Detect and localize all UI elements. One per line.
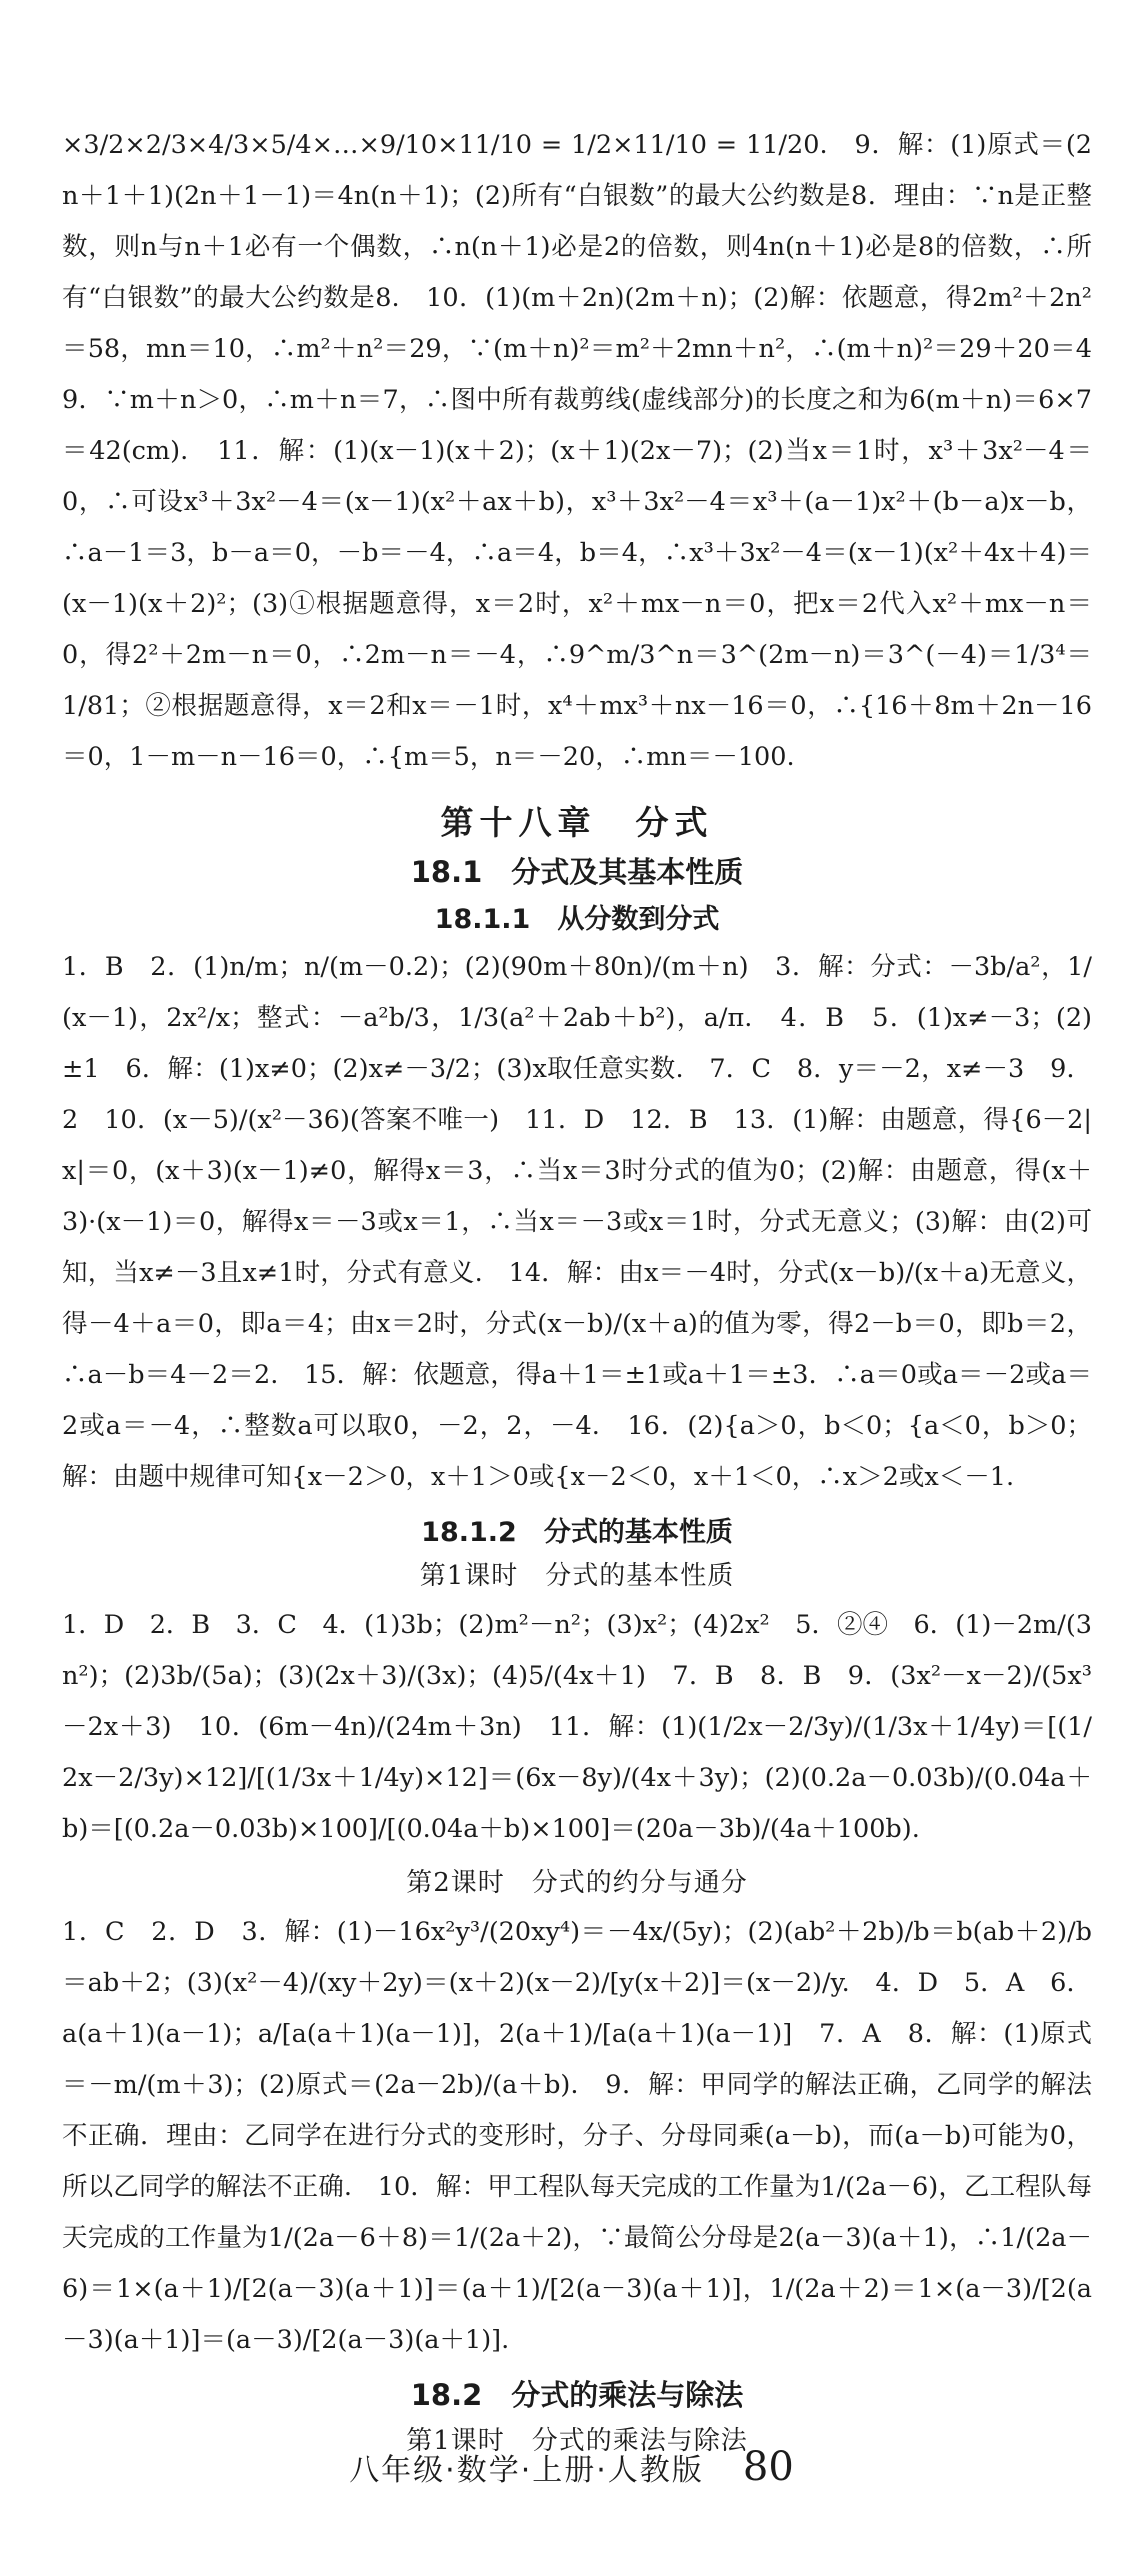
lesson-heading-2: 第2课时 分式的约分与通分 (406, 1868, 748, 1898)
answer-content (62, 120, 1092, 2465)
answer-paragraph-lesson-1: 1．D 2．B 3．C 4．(1)3b；(2)m²－n²；(3)x²；(4)2x² 5．②④ 6．(1)－2m/(3n²)；(2)3b/(5a)；(3)(2x＋3)/(3x)；(4)5/(4x＋1) 7．B 8．B 9．(3x²－x－2)/(5x³－2x＋3) 10．(6m－4n)/(24m＋3n) 11．解：(1)(1/2x－2/3y)/(1/3x＋1/4y)＝[(1/2x－2/3y)×12]/[(1/3x＋1/4y)×12]＝(6x－8y)/(4x＋3y)；(2)(0.2a－0.03b)/(0.04a＋b)＝[(0.2a－0.03b)×100]/[(0.04a＋b)×100]＝(20a－3b)/(4a＋100b). (62, 1610, 1092, 1844)
lesson-heading-1: 第1课时 分式的基本性质 (419, 1561, 735, 1591)
answer-paragraph-ch17-end: ×3/2×2/3×4/3×5/4×…×9/10×11/10 = 1/2×11/10 = 11/20. 9．解：(1)原式＝(2n＋1＋1)(2n＋1－1)＝4n(n＋1)；(2)所有“白银数”的最大公约数是8．理由：∵n是正整数，则n与n＋1必有一个偶数，∴n(n＋1)必是2的倍数，则4n(n＋1)必是8的倍数，∴所有“白银数”的最大公约数是8. 10．(1)(m＋2n)(2m＋n)；(2)解：依题意，得2m²＋2n²＝58，mn＝10，∴m²＋n²＝29，∵(m＋n)²＝m²＋2mn＋n²，∴(m＋n)²＝29＋20＝49．∵m＋n＞0，∴m＋n＝7，∴图中所有裁剪线(虚线部分)的长度之和为6(m＋n)＝6×7＝42(cm). 11．解：(1)(x－1)(x＋2)；(x＋1)(2x－7)；(2)当x＝1时，x³＋3x²－4＝0，∴可设x³＋3x²－4＝(x－1)(x²＋ax＋b)，x³＋3x²－4＝x³＋(a－1)x²＋(b－a)x－b，∴a－1＝3，b－a＝0，－b＝－4，∴a＝4，b＝4，∴x³＋3x²－4＝(x－1)(x²＋4x＋4)＝(x－1)(x＋2)²；(3)①根据题意得，x＝2时，x²＋mx－n＝0，把x＝2代入x²＋mx－n＝0，得2²＋2m－n＝0，∴2m－n＝－4，∴9^m/3^n＝3^(2m－n)＝3^(－4)＝1/3⁴＝1/81；②根据题意得，x＝2和x＝－1时，x⁴＋mx³＋nx－16＝0，∴{16＋8m＋2n－16＝0，1－m－n－16＝0，∴{m＝5，n＝－20，∴mn＝－100. (62, 130, 1092, 772)
page-footer (0, 2444, 1143, 2490)
answer-paragraph-18-1-1: 1．B 2．(1)n/m；n/(m－0.2)；(2)(90m＋80n)/(m＋n) 3．解：分式：－3b/a²，1/(x－1)，2x²/x；整式：－a²b/3，1/3(a²＋2ab＋b²)，a/π. 4．B 5．(1)x≠－3；(2)±1 6．解：(1)x≠0；(2)x≠－3/2；(3)x取任意实数. 7．C 8．y＝－2，x≠－3 9．2 10．(x－5)/(x²－36)(答案不唯一) 11．D 12．B 13．(1)解：由题意，得{6－2|x|＝0，(x＋3)(x－1)≠0，解得x＝3，∴当x＝3时分式的值为0；(2)解：由题意，得(x＋3)·(x－1)＝0，解得x＝－3或x＝1，∴当x＝－3或x＝1时，分式无意义；(3)解：由(2)可知，当x≠－3且x≠1时，分式有意义. 14．解：由x＝－4时，分式(x－b)/(x＋a)无意义，得－4＋a＝0，即a＝4；由x＝2时，分式(x－b)/(x＋a)的值为零，得2－b＝0，即b＝2，∴a－b＝4－2＝2. 15．解：依题意，得a＋1＝±1或a＋1＝±3．∴a＝0或a＝－2或a＝2或a＝－4，∴整数a可以取0，－2，2，－4. 16．(2){a＞0，b＜0；{a＜0，b＞0；解：由题中规律可知{x－2＞0，x＋1＞0或{x－2＜0，x＋1＜0，∴x＞2或x＜－1. (62, 952, 1092, 1492)
lesson-heading-18-2-1: 第1课时 分式的乘法与除法 (406, 2426, 748, 2456)
chapter-heading: 第十八章 分式 (440, 803, 714, 842)
answer-paragraph-lesson-2: 1．C 2．D 3．解：(1)－16x²y³/(20xy⁴)＝－4x/(5y)；(2)(ab²＋2b)/b＝b(ab＋2)/b＝ab＋2；(3)(x²－4)/(xy＋2y)＝(x＋2)(x－2)/[y(x＋2)]＝(x－2)/y. 4．D 5．A 6．a(a＋1)(a－1)；a/[a(a＋1)(a－1)]，2(a＋1)/[a(a＋1)(a－1)] 7．A 8．解：(1)原式＝－m/(m＋3)；(2)原式＝(2a－2b)/(a＋b). 9．解：甲同学的解法正确，乙同学的解法不正确．理由：乙同学在进行分式的变形时，分子、分母同乘(a－b)，而(a－b)可能为0，所以乙同学的解法不正确. 10．解：甲工程队每天完成的工作量为1/(2a－6)，乙工程队每天完成的工作量为1/(2a－6＋8)＝1/(2a＋2)，∵最简公分母是2(a－3)(a＋1)，∴1/(2a－6)＝1×(a＋1)/[2(a－3)(a＋1)]＝(a＋1)/[2(a－3)(a＋1)]，1/(2a＋2)＝1×(a－3)/[2(a－3)(a＋1)]＝(a－3)/[2(a－3)(a＋1)]. (62, 1917, 1092, 2355)
subsection-heading-18-1-2: 18.1.2 分式的基本性质 (421, 1517, 733, 1548)
section-heading-18-1: 18.1 分式及其基本性质 (410, 855, 744, 889)
footer-label: 八年级·数学·上册·人教版 (349, 2453, 704, 2488)
subsection-heading-18-1-1: 18.1.1 从分数到分式 (434, 904, 720, 935)
section-heading-18-2: 18.2 分式的乘法与除法 (410, 2378, 744, 2412)
page-number: 80 (742, 2444, 794, 2490)
